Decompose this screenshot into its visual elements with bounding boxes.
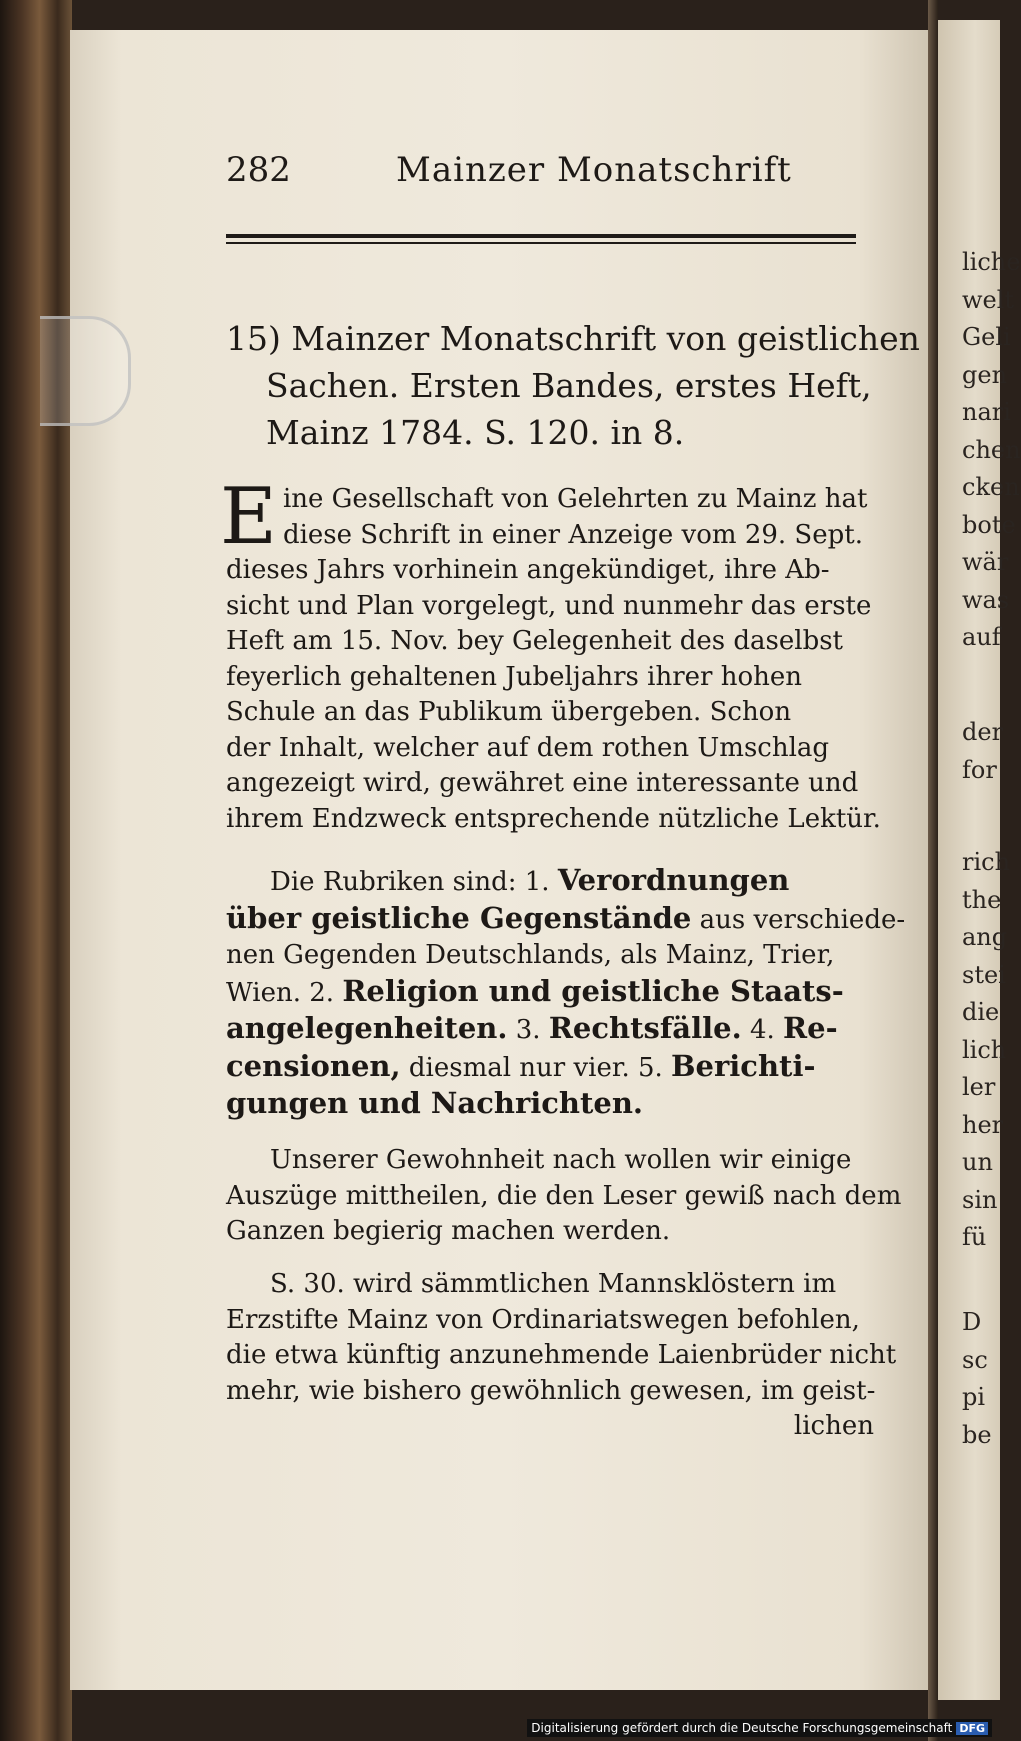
text-line: die etwa künftig anzunehmende Laienbrüder nicht [226,1340,897,1370]
facing-page-fragment: was [962,586,1010,614]
header-rule-thin [226,242,856,244]
catchword: lichen [793,1411,874,1441]
facing-page-fragment: Geli [962,323,1011,351]
header-rule-thick [226,234,856,238]
page-clip [40,316,131,426]
paragraph-rubrics [226,863,906,1124]
text-line: dieses Jahrs vorhinein angekündiget, ihre Ab- [226,555,830,585]
facing-page-fragment: be [962,1421,992,1449]
text-line [226,1086,876,1124]
facing-page-fragment: D [962,1308,982,1336]
facing-page-fragment: the [962,886,1002,914]
facing-page-fragment: fü [962,1223,987,1251]
facing-page-fragment: die [962,998,1000,1026]
text-line: feyerlich gehaltenen Jubeljahrs ihrer hohen [226,661,802,692]
rubric-heading: Religion und geistliche Staats- [342,973,844,1008]
page-number: 282 [226,150,291,190]
text-line [226,1049,876,1087]
entry-title-line: 15) Mainzer Monatschrift von geistlichen [226,319,920,358]
text-run: diesmal nur vier. 5. [400,1052,672,1083]
paragraph-excerpts [226,1143,902,1250]
text-line [226,900,906,939]
rubric-heading: Berichti- [671,1048,816,1083]
facing-page-fragment: ang [962,923,1008,951]
facing-page-fragment: rich [962,848,1011,876]
rubric-heading: censionen, [226,1048,401,1083]
credit-text: Digitalisierung gefördert durch die Deutsche Forschungsgemeinschaft [531,1721,953,1735]
text-run: Die Rubriken sind: 1. [270,867,558,897]
text-line: S. 30. wird sämmtlichen Mannsklöstern im [270,1269,837,1299]
text-line: diese Schrift in einer Anzeige vom 29. Sept. [282,519,863,550]
facing-page-fragment: gen [962,361,1008,389]
facing-page-fragment: cken [962,473,1020,501]
paragraph-decree [226,1267,897,1445]
text-line: Erzstifte Mainz von Ordinariatswegen befohlen, [226,1304,860,1335]
facing-page-fragment: bote [962,511,1016,539]
rubric-heading: Verordnungen [557,863,790,897]
facing-page-fragment: welt [962,286,1015,314]
text-line: mehr, wie bishero gewöhnlich gewesen, im geist- [226,1375,876,1406]
digitization-credit [527,1719,992,1737]
facing-page-fragment: sin [962,1186,998,1214]
text-run: 4. [741,1015,784,1045]
text-line: ine Gesellschaft von Gelehrten zu Mainz hat [282,484,868,514]
entry-title-line: Mainz 1784. S. 120. in 8. [266,413,685,452]
text-line: nen Gegenden Deutschlands, als Mainz, Trier, [226,940,835,970]
rubric-heading: über geistliche Gegenstände [226,900,692,935]
text-run: 3. [507,1015,549,1045]
facing-page-fragment: der [962,718,1004,746]
text-line: angezeigt wird, gewähret eine interessante und [226,768,859,798]
facing-page-fragment: for [962,756,997,784]
facing-page-fragment: ler [962,1073,996,1101]
facing-page-fragment: chen [962,436,1021,464]
text-line: Ganzen begierig machen werden. [226,1216,671,1246]
text-line: Schule an das Publikum übergeben. Schon [226,697,792,727]
text-run: Wien. 2. [226,977,343,1008]
text-run: aus verschiede- [691,904,906,935]
facing-page-fragment: sc [962,1346,988,1374]
text-line: Unserer Gewohnheit nach wollen wir einige [270,1145,852,1175]
rubric-heading: angelegenheiten. [226,1011,508,1045]
facing-page-fragment: lich [962,1036,1007,1064]
facing-page-fragment: un [962,1148,993,1176]
rubric-heading: gungen und Nachrichten. [226,1086,644,1120]
facing-page-fragment: stei [962,961,1006,989]
text-line: sicht und Plan vorgelegt, und nunmehr das erste [226,590,872,621]
rubric-heading: Rechtsfälle. [548,1011,742,1045]
book-gutter [928,0,938,1741]
text-line [226,863,876,901]
facing-page-fragment: pi [962,1383,986,1411]
page-header [226,150,866,196]
book-edge [0,0,72,1741]
facing-page-edge [938,20,1021,1700]
text-line: ihrem Endzweck entsprechende nützliche Lektür. [226,803,881,834]
entry-title [226,315,920,456]
rubric-heading: Re- [783,1011,838,1045]
text-line [226,1011,876,1049]
paragraph-intro [220,472,881,837]
facing-page-fragment: liche [962,248,1021,276]
dfg-logo-icon: DFG [956,1722,988,1735]
text-line: Auszüge mittheilen, die den Leser gewiß nach dem [226,1180,902,1211]
text-line: Heft am 15. Nov. bey Gelegenheit des daselbst [226,626,844,656]
facing-page-fragment: auf [962,623,1001,651]
facing-page-fragment: wär [962,548,1009,576]
entry-title-line: Sachen. Ersten Bandes, erstes Heft, [266,366,872,405]
text-line [226,974,876,1012]
text-line: der Inhalt, welcher auf dem rothen Umschlag [226,732,830,763]
drop-cap: E [220,472,277,562]
running-title: Mainzer Monatschrift [396,150,792,190]
facing-page-fragment: her [962,1111,1004,1139]
facing-page-fragment: nari [962,398,1011,426]
